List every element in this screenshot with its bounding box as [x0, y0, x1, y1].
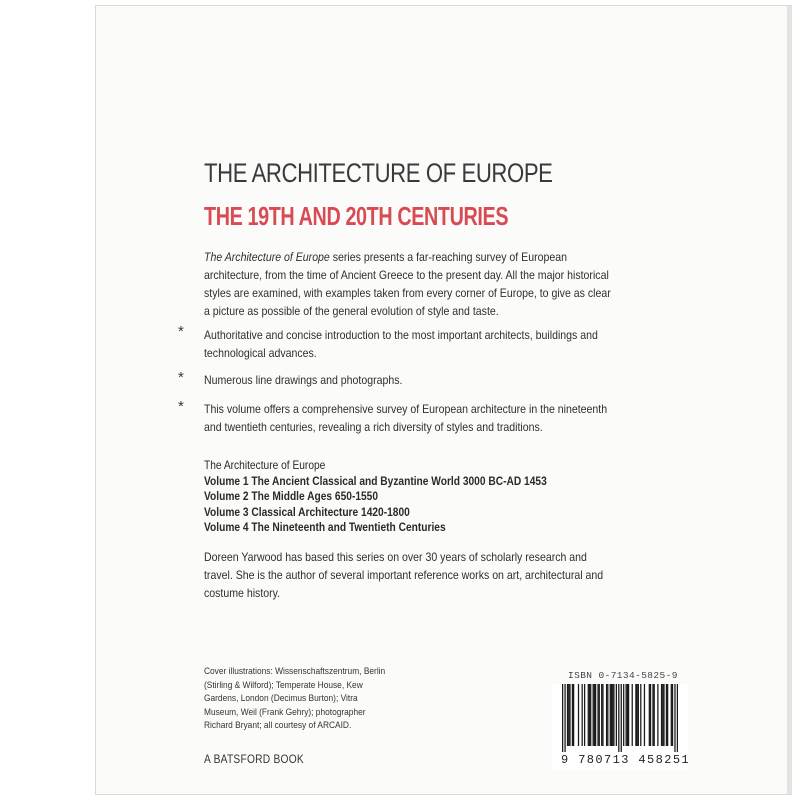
volume-item: Volume 3 Classical Architecture 1420-1800 [204, 504, 410, 519]
barcode-bar [663, 684, 664, 746]
barcode-bar [638, 684, 639, 746]
barcode-bar [650, 684, 651, 746]
barcode-bar [616, 684, 617, 746]
barcode-bar [572, 684, 573, 746]
barcode-bar [601, 684, 602, 746]
barcode-bar [623, 684, 624, 746]
barcode-bar [618, 684, 619, 752]
barcode-bar [662, 684, 663, 746]
barcode-bar [672, 684, 673, 746]
bullet-item-1: Authoritative and concise introduction to the most important architects, buildings and technological advances. [204, 328, 598, 360]
barcode-bar [589, 684, 590, 746]
intro-text: series presents a far-reaching survey of European architecture, from the time of Ancient Greece to the present day. All the major historical styles are examined, with examples taken from every corner of Europe, to give as clear a picture as possible of the general evolution of style and taste. [204, 250, 611, 318]
bullet-item-2: Numerous line drawings and photographs. [204, 373, 403, 387]
barcode-bar [606, 684, 607, 746]
barcode-bar [611, 684, 612, 746]
author-bio: Doreen Yarwood has based this series on over 30 years of scholarly research and travel. She is the author of several important reference works on art, architectural and costume history. [204, 550, 604, 600]
bullet-marker: * [178, 323, 184, 340]
barcode-bar [649, 684, 650, 746]
barcode-bar [674, 684, 675, 752]
barcode-bar [602, 684, 603, 746]
barcode-bar [612, 684, 613, 746]
scan-edge [787, 6, 792, 794]
barcode-bar [661, 684, 662, 746]
barcode-bar [582, 684, 583, 746]
barcode-bar [562, 684, 563, 752]
barcode-bar [564, 684, 565, 752]
intro-paragraph [204, 248, 618, 320]
bullet-item-3: This volume offers a comprehensive survey of European architecture in the nineteenth and twentieth centuries, revealing a rich diversity of styles and traditions. [204, 402, 608, 434]
barcode-bar [677, 684, 678, 752]
barcode-bar [636, 684, 637, 746]
barcode-bar [568, 684, 569, 746]
barcode-bar [588, 684, 589, 746]
barcode-bars [562, 684, 678, 752]
barcode-bar [594, 684, 595, 746]
barcode-bar [595, 684, 596, 746]
barcode-bar [599, 684, 600, 746]
barcode-bar [644, 684, 645, 746]
barcode-bar [597, 684, 598, 746]
barcode-bar [621, 684, 622, 752]
barcode-bar [610, 684, 611, 746]
isbn-label: ISBN 0-7134-5825-9 [568, 670, 678, 681]
barcode-bar [590, 684, 591, 746]
barcode-bar [628, 684, 629, 746]
bullet-marker: * [178, 398, 184, 415]
barcode-bar [593, 684, 594, 746]
barcode-bar [578, 684, 579, 746]
series-name: The Architecture of Europe [204, 250, 330, 264]
barcode-number: 9 780713 458251 [561, 753, 691, 767]
barcode-bar [640, 684, 641, 746]
barcode-bar [573, 684, 574, 746]
barcode-bar [666, 684, 667, 746]
volume-item: Volume 1 The Ancient Classical and Byzantine World 3000 BC-AD 1453 [204, 473, 547, 488]
barcode-bar [613, 684, 614, 746]
volume-item: Volume 2 The Middle Ages 650-1550 [204, 489, 379, 503]
series-heading: The Architecture of Europe [204, 458, 326, 472]
barcode-bar [567, 684, 568, 746]
barcode-bar [625, 684, 626, 746]
barcode-bar [671, 684, 672, 746]
bullet-marker: * [178, 369, 184, 386]
book-title: THE ARCHITECTURE OF EUROPE [204, 158, 553, 188]
barcode-bar [657, 684, 658, 746]
barcode-bar [627, 684, 628, 746]
barcode-bar [569, 684, 570, 746]
cover-credits: Cover illustrations: Wissenschaftszentrum, Berlin (Stirling & Wilford); Temperate House, Kew Gardens, London (Decimus Burton); Vitra Museum, Weil (Frank Gehry); photographer Richard Bryant; all courtesy of ARCAID. [204, 666, 386, 731]
barcode-bar [607, 684, 608, 746]
barcode-bar [667, 684, 668, 746]
publisher-imprint: A BATSFORD BOOK [204, 752, 304, 766]
barcode-bar [654, 684, 655, 746]
barcode-bar [584, 684, 585, 746]
volume-item: Volume 4 The Nineteenth and Twentieth Centuries [204, 520, 446, 534]
barcode-bar [652, 684, 653, 746]
series-list [204, 458, 547, 536]
barcode-bar [632, 684, 633, 746]
barcode-bar [635, 684, 636, 746]
book-subtitle: THE 19TH AND 20TH CENTURIES [204, 201, 509, 231]
